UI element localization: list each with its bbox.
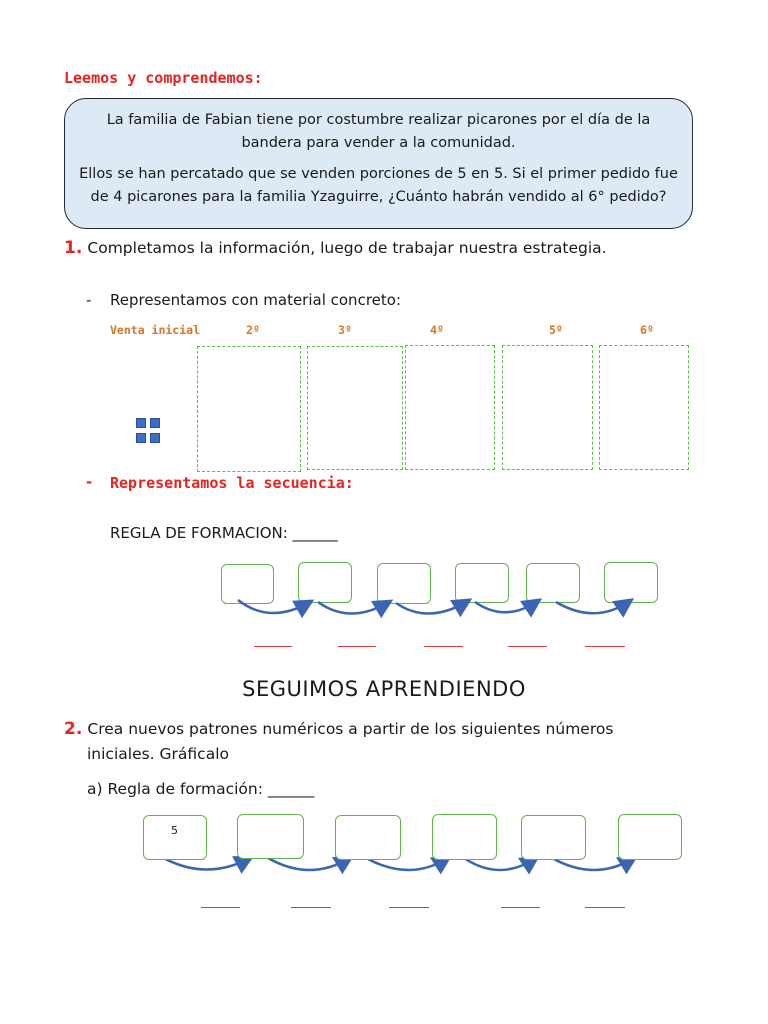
stage-label-initial: Venta inicial	[110, 323, 201, 337]
arrow	[318, 602, 389, 614]
bullet-dash-2: -	[86, 473, 93, 491]
sequence-heading: Representamos la secuencia:	[110, 474, 354, 492]
story-line-3: Ellos se han percatado que se venden porciones de 5 en 5. Si el primer pedido fue	[79, 166, 678, 182]
arrow	[268, 858, 350, 870]
question-2	[64, 719, 613, 739]
answer-blank[interactable]	[585, 646, 625, 647]
section-title: SEGUIMOS APRENDIENDO	[242, 677, 526, 701]
answer-blank[interactable]	[338, 646, 376, 647]
stage-label-6: 6º	[640, 323, 654, 337]
answer-blank[interactable]	[201, 907, 240, 908]
answer-blank[interactable]	[424, 646, 463, 647]
stage-label-3: 3º	[338, 323, 352, 337]
answer-blank[interactable]	[389, 907, 429, 908]
sequence-2-box[interactable]	[335, 815, 401, 860]
question-2-text: Crea nuevos patrones numéricos a partir de los siguientes números	[87, 720, 614, 738]
arrow	[556, 601, 630, 613]
sequence-2-box[interactable]	[521, 815, 586, 860]
bullet-dash-1: -	[86, 291, 92, 309]
arrow	[475, 601, 538, 612]
concrete-material-label: Representamos con material concreto:	[110, 291, 401, 309]
arrow	[238, 600, 310, 613]
answer-blank[interactable]	[501, 907, 540, 908]
sequence-2-box[interactable]	[432, 814, 497, 860]
sequence-2-box[interactable]	[143, 815, 207, 860]
stage-label-2: 2º	[246, 323, 260, 337]
sequence-2-box[interactable]	[237, 814, 304, 859]
arrow	[396, 601, 468, 614]
story-line-2: bandera para vender a la comunidad.	[241, 135, 516, 151]
section-heading: Leemos y comprendemos:	[64, 69, 263, 87]
formation-rule-1: REGLA DE FORMACION: ______	[110, 524, 338, 542]
question-1-text: Completamos la información, luego de trabajar nuestra estrategia.	[87, 239, 607, 257]
answer-blank[interactable]	[508, 646, 547, 647]
question-2-number: 2.	[64, 719, 83, 739]
first-value: 5	[171, 824, 178, 837]
question-1-number: 1.	[64, 238, 83, 258]
formation-rule-2: a) Regla de formación: ______	[87, 780, 315, 798]
story-line-1: La familia de Fabian tiene por costumbre realizar picarones por el día de la	[106, 112, 651, 128]
answer-blank[interactable]	[291, 907, 331, 908]
sequence-2-box[interactable]	[618, 814, 682, 860]
answer-blank[interactable]	[585, 907, 625, 908]
question-2-text-line-2: iniciales. Gráficalo	[87, 745, 229, 763]
answer-blank[interactable]	[254, 646, 292, 647]
stage-label-4: 4º	[430, 323, 444, 337]
stage-label-5: 5º	[549, 323, 563, 337]
story-line-4: de 4 picarones para la familia Yzaguirre, ¿Cuánto habrán vendido al 6° pedido?	[90, 189, 667, 205]
